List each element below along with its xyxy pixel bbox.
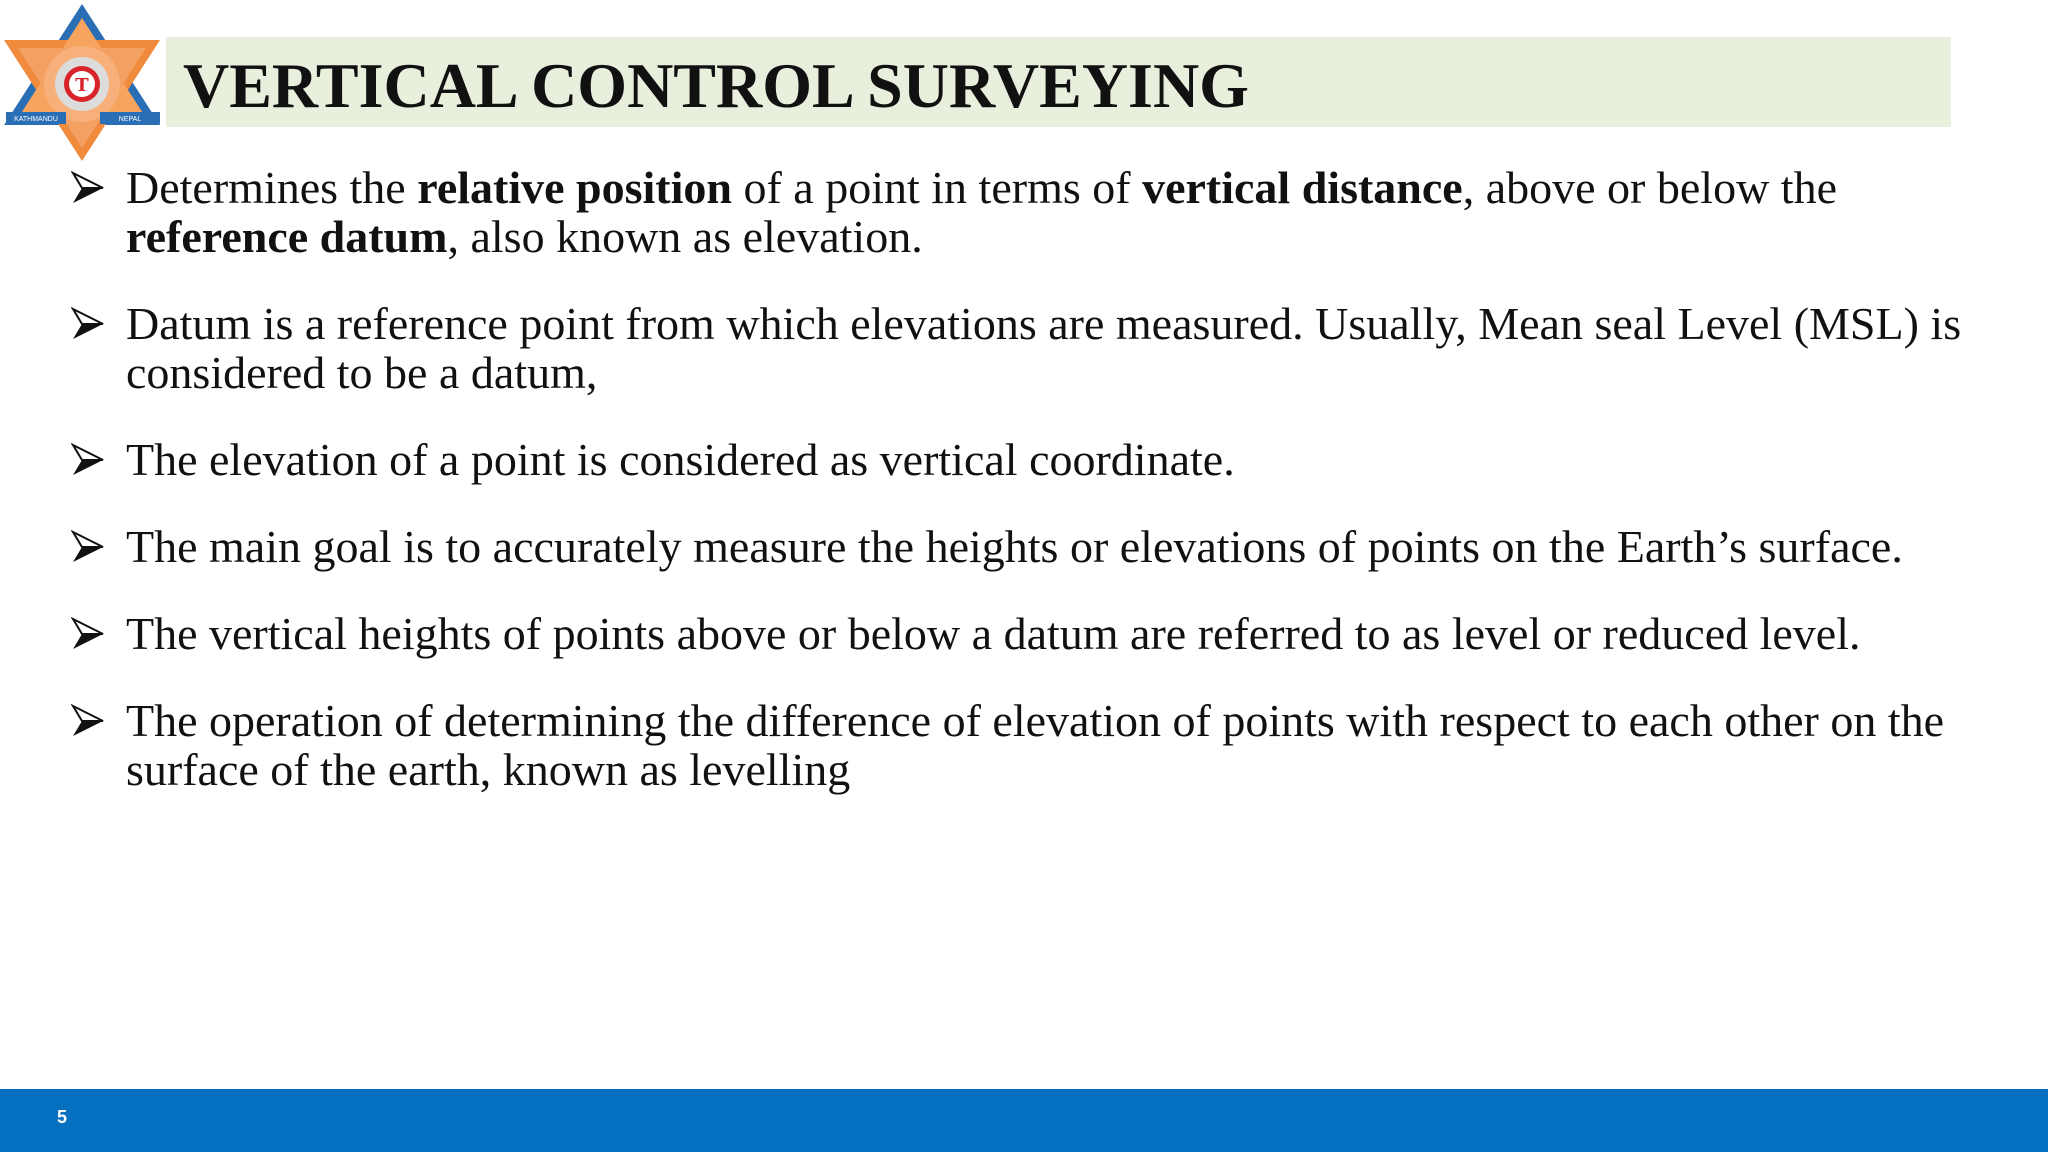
bullet-item bbox=[68, 522, 1968, 571]
emblem-text-kathmandu: KATHMANDU bbox=[14, 116, 58, 123]
arrowhead-bullet-icon bbox=[71, 307, 105, 341]
bullet-item bbox=[68, 163, 1968, 261]
bullet-text bbox=[126, 298, 1961, 398]
bullet-text-bold: vertical distance bbox=[1142, 162, 1463, 213]
bullet-item bbox=[68, 435, 1968, 484]
tribhuvan-university-emblem-icon bbox=[0, 0, 165, 165]
arrowhead-bullet-icon bbox=[71, 530, 105, 564]
arrowhead-bullet-icon bbox=[71, 704, 105, 738]
slide-title: VERTICAL CONTROL SURVEYING bbox=[183, 50, 1249, 121]
slide-number: 5 bbox=[57, 1107, 68, 1127]
bullet-text-segment: of a point in terms of bbox=[731, 162, 1143, 213]
bullet-text bbox=[126, 608, 1861, 659]
bullet-text bbox=[126, 695, 1944, 795]
bullet-item bbox=[68, 299, 1968, 397]
bullet-text bbox=[126, 162, 1837, 262]
bullet-text-segment: , also known as elevation. bbox=[447, 211, 923, 262]
bullet-text-segment: The vertical heights of points above or below a datum are referred to as level or reduced level. bbox=[126, 608, 1861, 659]
bullet-text-segment: Determines the bbox=[126, 162, 418, 213]
bullet-text-segment: , above or below the bbox=[1462, 162, 1837, 213]
bullet-text-segment: The operation of determining the difference of elevation of points with respect to each other on the surface of the earth, known as levelling bbox=[126, 695, 1945, 795]
bullet-text-segment: The main goal is to accurately measure the heights or elevations of points on the Earth’s surface. bbox=[126, 521, 1903, 572]
emblem-text-nepal: NEPAL bbox=[118, 116, 142, 123]
bullet-text-bold: reference datum bbox=[126, 211, 448, 262]
bullet-item bbox=[68, 696, 1968, 794]
bullet-item bbox=[68, 609, 1968, 658]
arrowhead-bullet-icon bbox=[71, 171, 105, 205]
bullet-text bbox=[126, 521, 1903, 572]
arrowhead-bullet-icon bbox=[71, 617, 105, 651]
bullet-text-segment: Datum is a reference point from which elevations are measured. Usually, Mean seal Level (MSL) is considered to be a datum, bbox=[126, 298, 1962, 398]
arrowhead-bullet-icon bbox=[71, 443, 105, 477]
bullet-list bbox=[68, 163, 1968, 832]
emblem-letter: T bbox=[75, 75, 89, 96]
bullet-text-bold: relative position bbox=[417, 162, 732, 213]
bullet-text bbox=[126, 434, 1235, 485]
bullet-text-segment: The elevation of a point is considered as vertical coordinate. bbox=[126, 434, 1235, 485]
footer-bar bbox=[0, 1089, 2048, 1152]
